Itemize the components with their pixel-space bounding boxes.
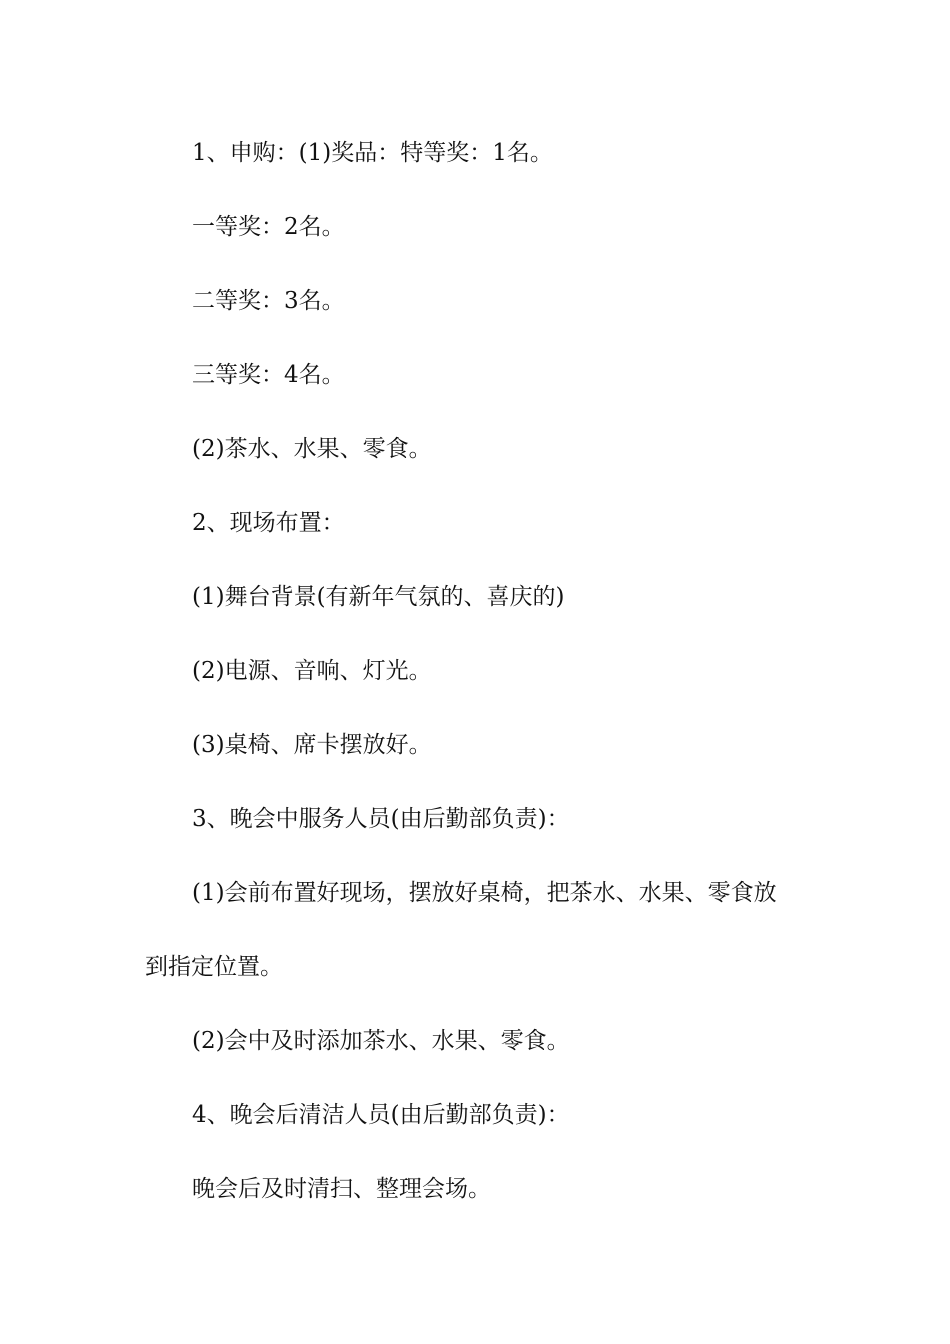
- paragraph-second-prize: 二等奖：3名。: [192, 288, 345, 314]
- paragraph-refreshments: (2)茶水、水果、零食。: [192, 436, 432, 462]
- paragraph-post-event-cleanup: 晚会后及时清扫、整理会场。: [192, 1176, 491, 1202]
- paragraph-cleaning-staff: 4、晚会后清洁人员(由后勤部负责)：: [192, 1102, 570, 1128]
- document-body: [145, 128, 815, 1238]
- paragraph-service-staff: 3、晚会中服务人员(由后勤部负责)：: [192, 806, 570, 832]
- paragraph-first-prize: 一等奖：2名。: [192, 214, 345, 240]
- paragraph-stage-backdrop: (1)舞台背景(有新年气氛的、喜庆的): [192, 584, 565, 610]
- paragraph-venue-setup: 2、现场布置：: [192, 510, 345, 536]
- paragraph-purchase: 1、申购：(1)奖品：特等奖：1名。: [192, 140, 553, 166]
- paragraph-third-prize: 三等奖：4名。: [192, 362, 345, 388]
- paragraph-power-audio-lighting: (2)电源、音响、灯光。: [192, 658, 432, 684]
- paragraph-pre-event-setup-continued: 到指定位置。: [145, 954, 283, 980]
- paragraph-tables-seats: (3)桌椅、席卡摆放好。: [192, 732, 432, 758]
- paragraph-refill-refreshments: (2)会中及时添加茶水、水果、零食。: [192, 1028, 570, 1054]
- paragraph-pre-event-setup: (1)会前布置好现场，摆放好桌椅，把茶水、水果、零食放: [192, 880, 777, 906]
